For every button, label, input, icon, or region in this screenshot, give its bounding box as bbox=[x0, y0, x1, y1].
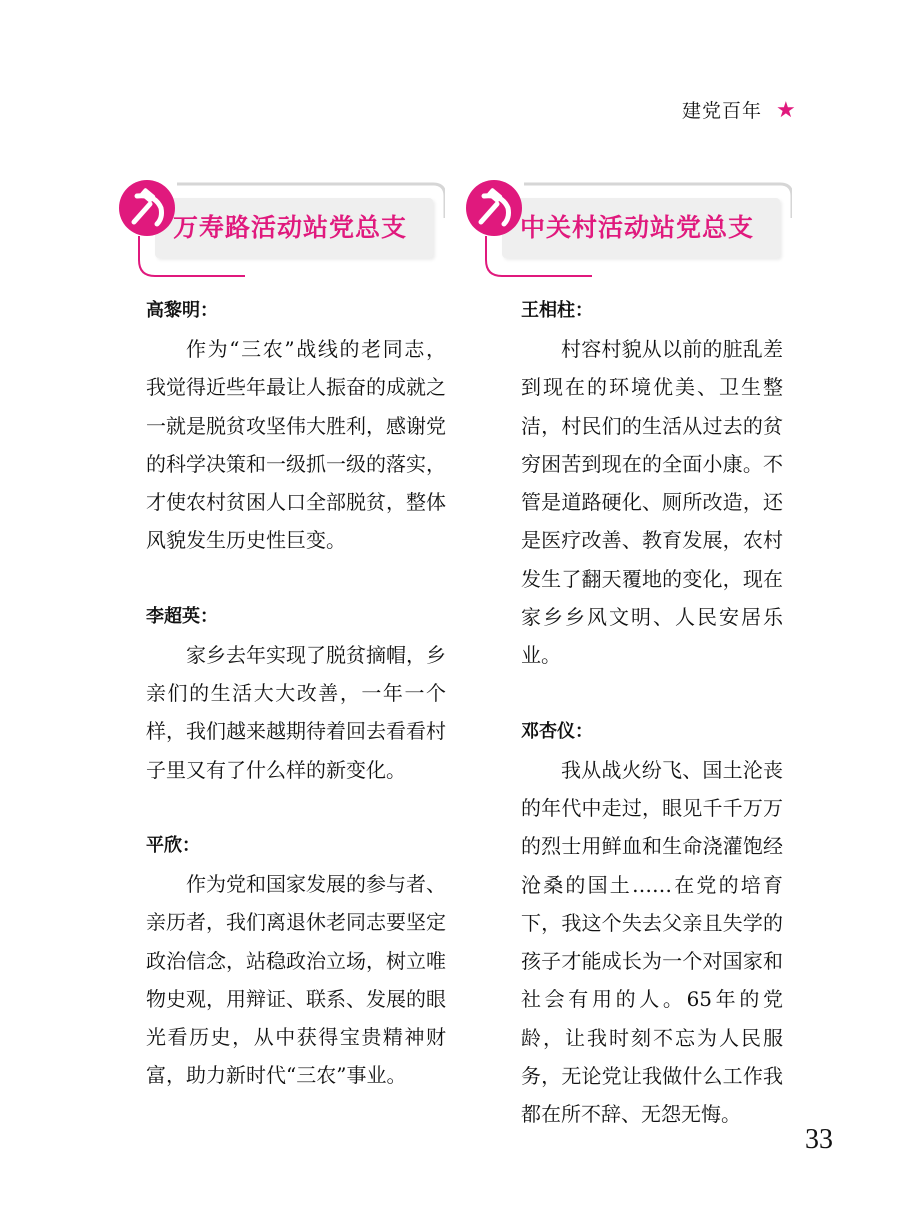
section-header-left bbox=[115, 178, 445, 280]
quote-paragraph: 作为“三农”战线的老同志，我觉得近些年最让人振奋的成就之一就是脱贫攻坚伟大胜利，感谢党的科学决策和一级抓一级的落实，才使农村贫困人口全部脱贫，整体风貌发生历史性巨变。 bbox=[146, 337, 446, 553]
quote-paragraph: 村容村貌从以前的脏乱差到现在的环境优美、卫生整洁，村民们的生活从过去的贫穷困苦到现在的全面小康。不管是道路硬化、厕所改造，还是医疗改善、教育发展，农村发生了翻天覆地的变化，现在家乡乡风文明、人民安居乐业。 bbox=[521, 337, 783, 668]
column-left bbox=[146, 292, 446, 1095]
party-emblem-icon bbox=[117, 178, 177, 238]
speaker-name: 李超英： bbox=[146, 605, 218, 627]
column-right bbox=[521, 292, 783, 1134]
page-number: 33 bbox=[805, 1124, 833, 1155]
star-icon: ★ bbox=[776, 98, 797, 123]
section-title: 万寿路活动站党总支 bbox=[173, 213, 408, 242]
section-header-right bbox=[462, 178, 792, 280]
running-header-text: 建党百年 bbox=[682, 100, 763, 122]
quote-paragraph: 我从战火纷飞、国土沦丧的年代中走过，眼见千千万万的烈士用鲜血和生命浇灌饱经沧桑的国土……在党的培育下，我这个失去父亲且失学的孩子才能成长为一个对国家和社会有用的人。65年的党龄，让我时刻不忘为人民服务，无论党让我做什么工作我都在所不辞、无怨无悔。 bbox=[521, 757, 783, 1127]
quote-paragraph: 作为党和国家发展的参与者、亲历者，我们离退休老同志要坚定政治信念，站稳政治立场，树立唯物史观，用辩证、联系、发展的眼光看历史，从中获得宝贵精神财富，助力新时代“三农”事业。 bbox=[146, 871, 446, 1088]
speaker-name: 邓杏仪： bbox=[521, 720, 593, 742]
running-header bbox=[682, 97, 797, 125]
speaker-name: 平欣： bbox=[146, 834, 200, 856]
party-emblem-icon bbox=[464, 178, 524, 238]
speaker-name: 王相柱： bbox=[521, 300, 593, 321]
section-title: 中关村活动站党总支 bbox=[520, 213, 755, 242]
quote-paragraph: 家乡去年实现了脱贫摘帽，乡亲们的生活大大改善，一年一个样，我们越来越期待着回去看看村子里又有了什么样的新变化。 bbox=[146, 642, 446, 782]
speaker-name: 高黎明： bbox=[146, 300, 218, 321]
